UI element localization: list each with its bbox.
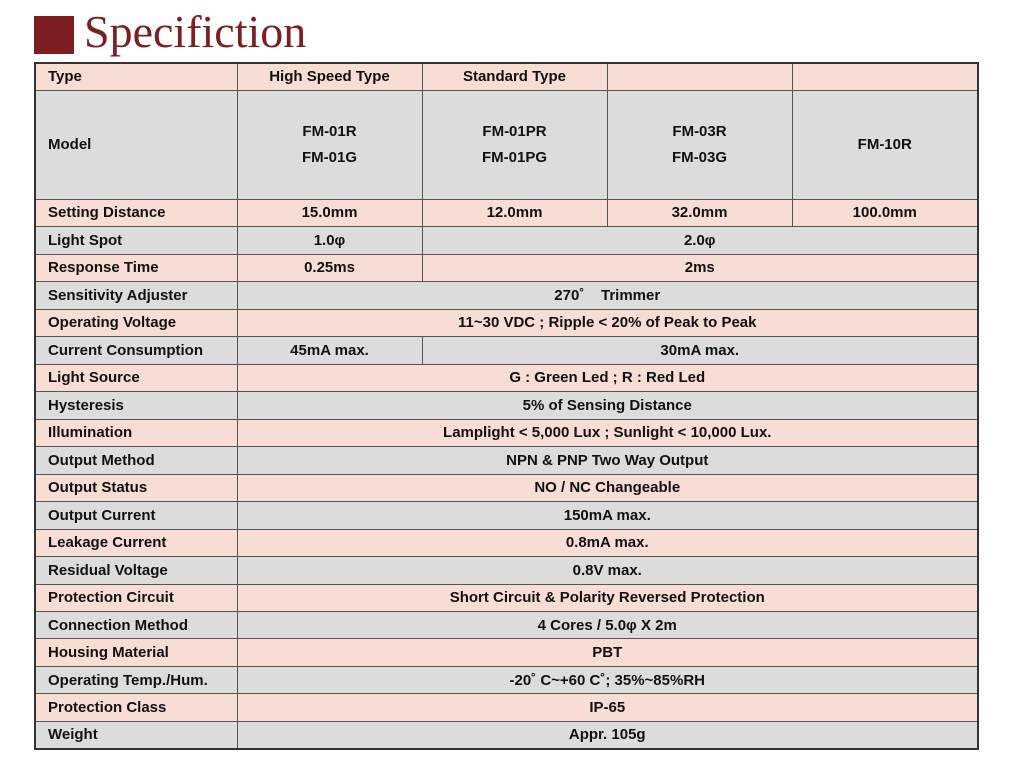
row-label: Operating Voltage [35,309,237,336]
table-row-leakage-current [35,529,978,556]
header-standard: Standard Type [422,63,607,90]
value-cell: 0.8mA max. [237,529,978,556]
model-cell [237,90,422,199]
table-row-setting-distance [35,199,978,226]
table-row-light-spot [35,227,978,254]
table-row-operating-voltage [35,309,978,336]
table-row-output-current [35,502,978,529]
row-label: Output Current [35,502,237,529]
model-cell [607,90,792,199]
row-label: Hysteresis [35,392,237,419]
specification-table [34,62,979,750]
model-cell: FM-10R [792,90,978,199]
value-cell: 0.25ms [237,254,422,281]
row-label: Residual Voltage [35,557,237,584]
page-title: Specifiction [84,6,307,57]
value-cell: 4 Cores / 5.0φ X 2m [237,612,978,639]
row-label: Housing Material [35,639,237,666]
row-label: Illumination [35,419,237,446]
value-cell: 15.0mm [237,199,422,226]
value-cell: 1.0φ [237,227,422,254]
table-row-hysteresis [35,392,978,419]
table-row-output-method [35,447,978,474]
row-label: Light Spot [35,227,237,254]
value-cell: IP-65 [237,694,978,721]
value-cell: -20˚ C~+60 C˚; 35%~85%RH [237,666,978,693]
value-cell: Lamplight < 5,000 Lux ; Sunlight < 10,000 Lux. [237,419,978,446]
row-label: Sensitivity Adjuster [35,282,237,309]
row-label: Setting Distance [35,199,237,226]
row-label: Protection Class [35,694,237,721]
value-cell: 45mA max. [237,337,422,364]
title-square-icon [34,16,74,54]
row-label: Operating Temp./Hum. [35,666,237,693]
model-name: FM-03R [672,122,727,140]
table-row-weight [35,721,978,749]
table-row-sensitivity-adjuster [35,282,978,309]
model-cell [422,90,607,199]
table-row-output-status [35,474,978,501]
table-row-model [35,90,978,199]
model-name: FM-01R [302,122,357,140]
value-cell: 100.0mm [792,199,978,226]
value-cell: 2.0φ [422,227,978,254]
value-cell: 270˚ Trimmer [237,282,978,309]
value-cell: 5% of Sensing Distance [237,392,978,419]
table-row-light-source [35,364,978,391]
value-cell: 2ms [422,254,978,281]
table-row-response-time [35,254,978,281]
value-cell: PBT [237,639,978,666]
header-high-speed: High Speed Type [237,63,422,90]
row-label: Current Consumption [35,337,237,364]
table-row-protection-class [35,694,978,721]
table-row-current-consumption [35,337,978,364]
value-cell: Short Circuit & Polarity Reversed Protection [237,584,978,611]
model-name: FM-01PG [481,148,547,166]
value-cell: 12.0mm [422,199,607,226]
table-row-type [35,63,978,90]
row-label: Output Status [35,474,237,501]
row-label: Model [35,90,237,199]
model-name: FM-01PR [482,122,547,140]
value-cell: 150mA max. [237,502,978,529]
row-label: Leakage Current [35,529,237,556]
value-cell: G : Green Led ; R : Red Led [237,364,978,391]
value-cell: 11~30 VDC ; Ripple < 20% of Peak to Peak [237,309,978,336]
table-row-illumination [35,419,978,446]
model-name: FM-03G [671,148,727,166]
value-cell: NO / NC Changeable [237,474,978,501]
row-label: Output Method [35,447,237,474]
value-cell: 30mA max. [422,337,978,364]
value-cell: 32.0mm [607,199,792,226]
row-label: Connection Method [35,612,237,639]
value-cell: NPN & PNP Two Way Output [237,447,978,474]
header-blank [607,63,792,90]
table-row-operating-temp [35,666,978,693]
model-name: FM-01G [301,148,357,166]
row-label: Type [35,63,237,90]
table-row-connection-method [35,612,978,639]
row-label: Weight [35,721,237,749]
row-label: Protection Circuit [35,584,237,611]
table-row-residual-voltage [35,557,978,584]
value-cell: 0.8V max. [237,557,978,584]
table-row-protection-circuit [35,584,978,611]
row-label: Response Time [35,254,237,281]
table-row-housing-material [35,639,978,666]
header-blank [792,63,978,90]
value-cell: Appr. 105g [237,721,978,749]
row-label: Light Source [35,364,237,391]
